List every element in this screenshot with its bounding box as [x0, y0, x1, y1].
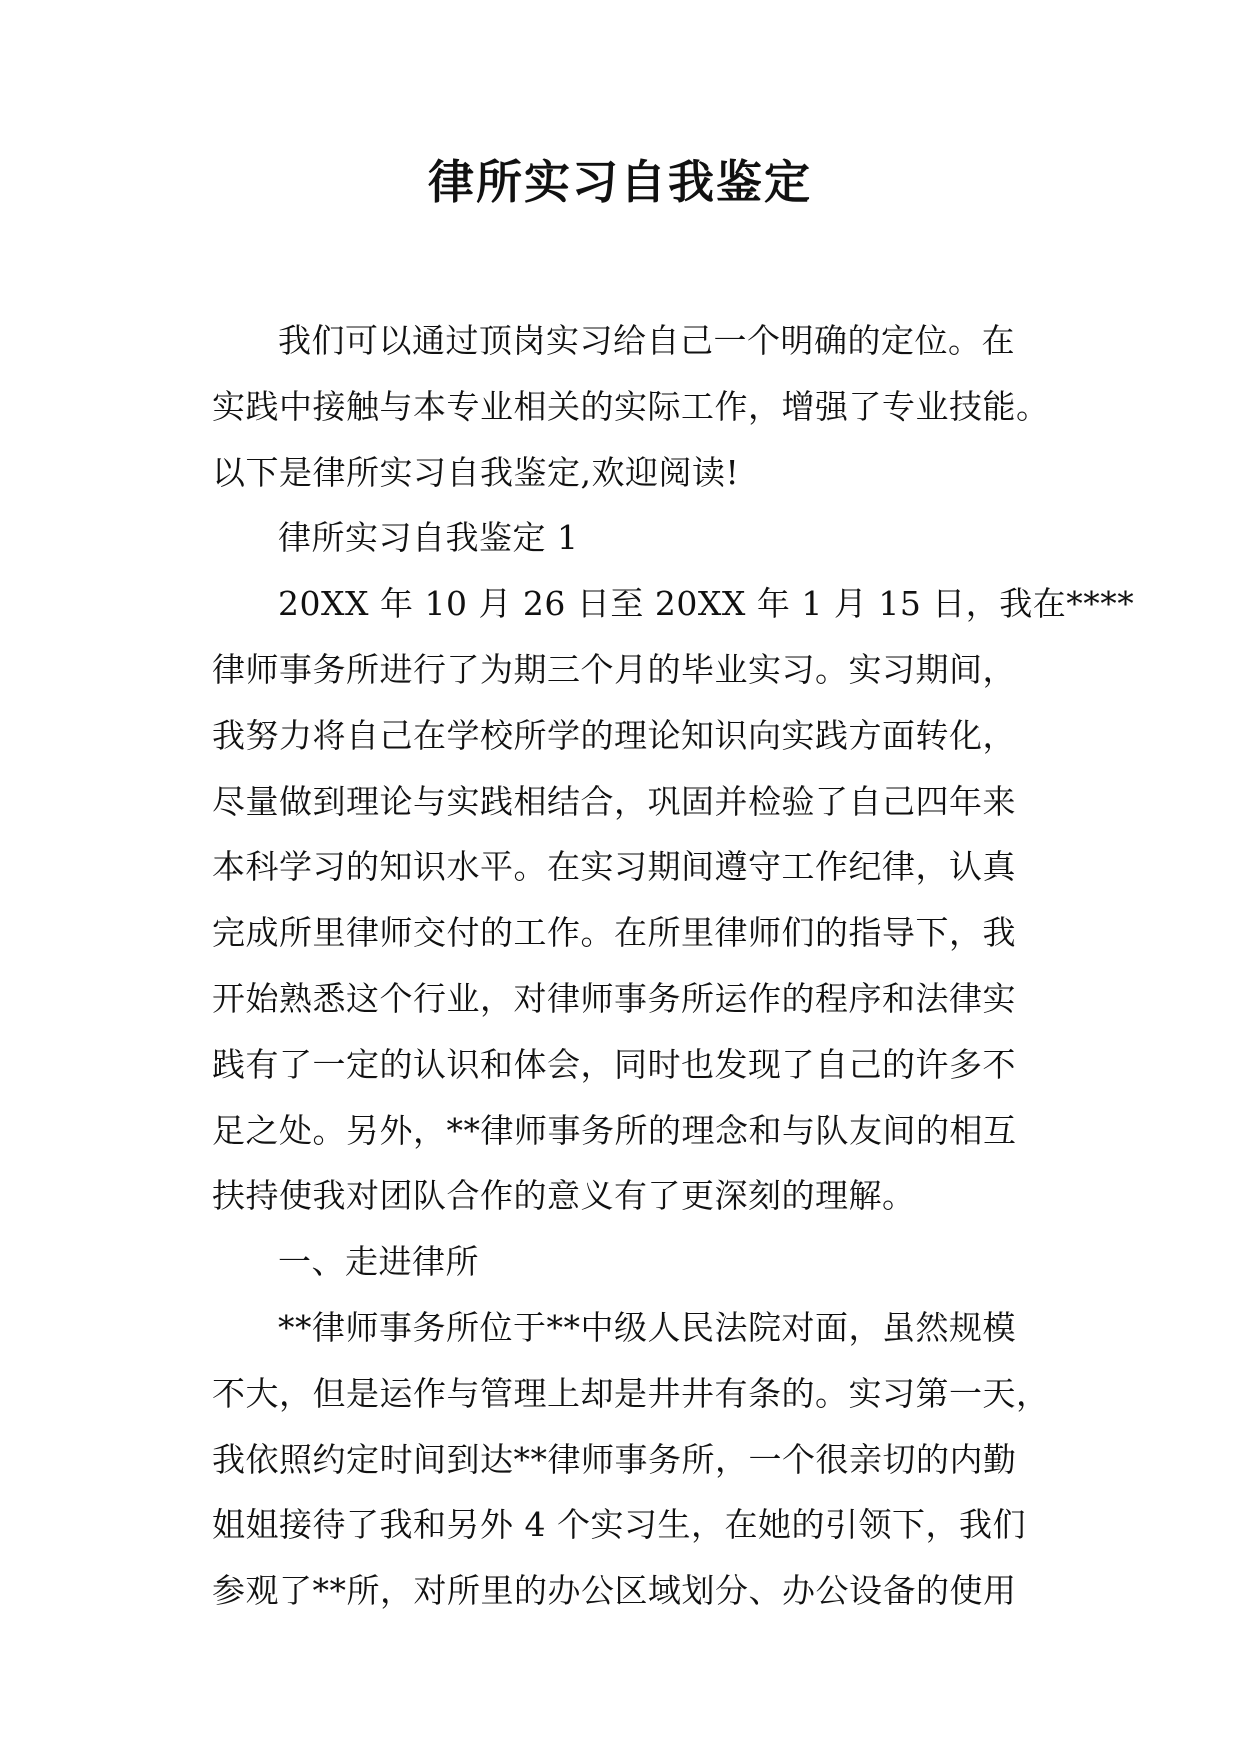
paragraph-line: 我们可以通过顶岗实习给自己一个明确的定位。在: [278, 321, 1015, 360]
paragraph-line: 姐姐接待了我和另外 4 个实习生，在她的引领下，我们: [212, 1505, 1026, 1545]
paragraph-line: 不大，但是运作与管理上却是井井有条的。实习第一天，: [212, 1373, 1050, 1413]
paragraph-line: 本科学习的知识水平。在实习期间遵守工作纪律，认真: [212, 847, 1016, 887]
document-body: [212, 308, 1135, 1624]
document-title: 律所实习自我鉴定: [428, 155, 812, 209]
paragraph-line: 实践中接触与本专业相关的实际工作，增强了专业技能。: [212, 386, 1050, 426]
paragraph-line: 参观了**所，对所里的办公区域划分、办公设备的使用: [212, 1571, 1017, 1611]
paragraph-line: 践有了一定的认识和体会，同时也发现了自己的许多不: [212, 1044, 1016, 1084]
paragraph-line: 我依照约定时间到达**律师事务所，一个很亲切的内勤: [212, 1439, 1017, 1479]
section-heading: 一、走进律所: [278, 1242, 479, 1282]
paragraph-line: 以下是律所实习自我鉴定,欢迎阅读!: [212, 452, 740, 492]
paragraph-line: 完成所里律师交付的工作。在所里律师们的指导下，我: [212, 913, 1016, 953]
paragraph-line: 开始熟悉这个行业，对律师事务所运作的程序和法律实: [212, 978, 1016, 1018]
paragraph-line: 足之处。另外，**律师事务所的理念和与队友间的相互: [212, 1110, 1017, 1150]
paragraph-line: 我努力将自己在学校所学的理论知识向实践方面转化，: [212, 715, 1016, 755]
section-heading: 律所实习自我鉴定 1: [278, 518, 579, 558]
paragraph-line: 扶持使我对团队合作的意义有了更深刻的理解。: [212, 1176, 916, 1216]
paragraph-line: 20XX 年 10 月 26 日至 20XX 年 1 月 15 日，我在****: [278, 584, 1135, 624]
paragraph-line: **律师事务所位于**中级人民法院对面，虽然规模: [278, 1307, 1016, 1347]
paragraph-line: 律师事务所进行了为期三个月的毕业实习。实习期间，: [212, 649, 1016, 689]
paragraph-line: 尽量做到理论与实践相结合，巩固并检验了自己四年来: [212, 781, 1016, 821]
